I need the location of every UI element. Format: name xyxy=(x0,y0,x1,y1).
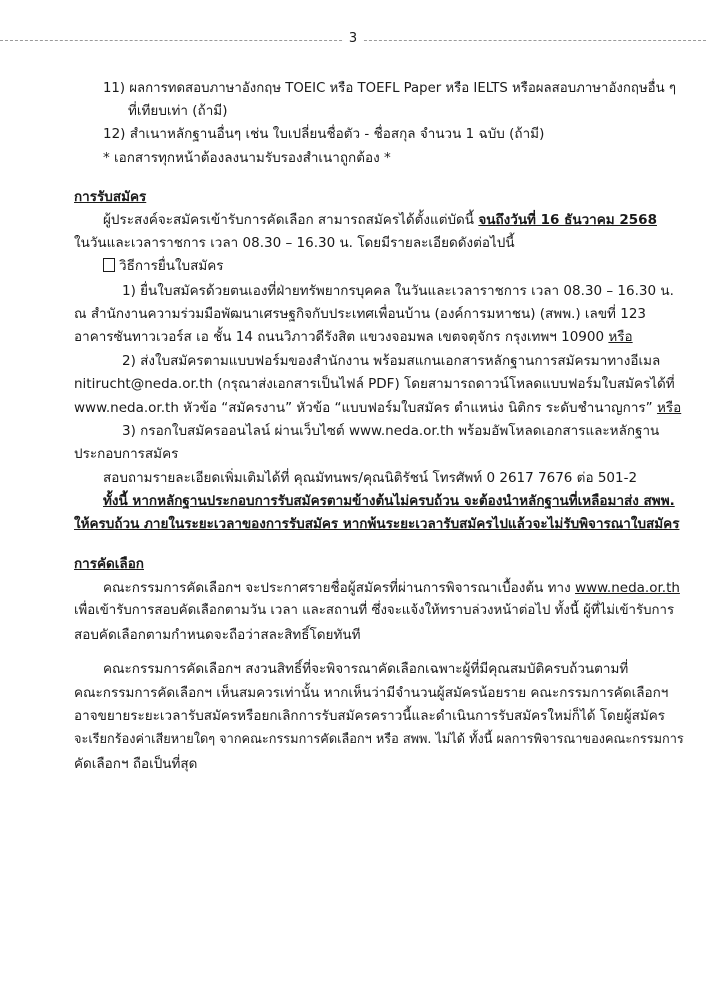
method-2-or: หรือ xyxy=(656,400,682,416)
neda-website-link[interactable]: www.neda.or.th xyxy=(575,580,680,596)
method-1-line-2: ณ สำนักงานความร่วมมือพัฒนาเศรษฐกิจกับประเทศเพื่อนบ้าน (องค์การมหาชน) (สพพ.) เลขที่ 123 xyxy=(74,306,647,322)
method-1-or: หรือ xyxy=(608,329,633,345)
selection-p2-line-4: จะเรียกร้องค่าเสียหายใดๆ จากคณะกรรมการคัดเลือกฯ หรือ สพพ. ไม่ได้ ทั้งนี้ ผลการพิจารณาของคณะกรรมการ xyxy=(74,732,684,747)
page-number: 3 xyxy=(343,31,363,46)
item-11-line-1: 11) ผลการทดสอบภาษาอังกฤษ TOEIC หรือ TOEFL Paper หรือ IELTS หรือผลสอบภาษาอังกฤษอื่น ๆ xyxy=(103,81,677,96)
selection-p2-line-1: คณะกรรมการคัดเลือกฯ สงวนสิทธิ์ที่จะพิจารณาคัดเลือกเฉพาะผู้ที่มีคุณสมบัติครบถ้วนตามที่ xyxy=(103,661,629,677)
method-3-line-1: 3) กรอกใบสมัครออนไลน์ ผ่านเว็บไซต์ www.neda.or.th พร้อมอัพโหลดเอกสารและหลักฐาน xyxy=(122,423,660,439)
selection-p1-text: คณะกรรมการคัดเลือกฯ จะประกาศรายชื่อผู้สมัครที่ผ่านการพิจารณาเบื้องต้น ทาง xyxy=(103,580,576,596)
warning-line-1: ทั้งนี้ หากหลักฐานประกอบการรับสมัครตามข้างต้นไม่ครบถ้วน จะต้องนำหลักฐานที่เหลือมาส่ง สพพ. xyxy=(103,493,675,509)
application-intro-text: ผู้ประสงค์จะสมัครเข้ารับการคัดเลือก สามารถสมัครได้ตั้งแต่บัดนี้ xyxy=(103,212,479,228)
application-intro-line-2: ในวันและเวลาราชการ เวลา 08.30 – 16.30 น. โดยมีรายละเอียดดังต่อไปนี้ xyxy=(74,235,515,251)
application-heading: การรับสมัคร xyxy=(74,189,147,205)
deadline-date: จนถึงวันที่ 16 ธันวาคม 2568 xyxy=(478,212,657,228)
method-1-line-1: 1) ยื่นใบสมัครด้วยตนเองที่ฝ่ายทรัพยากรบุคคล ในวันและเวลาราชการ เวลา 08.30 – 16.30 น. xyxy=(122,283,674,299)
method-2-form-info: www.neda.or.th หัวข้อ “สมัครงาน” หัวข้อ “แบบฟอร์มใบสมัคร ตำแหน่ง นิติกร ระดับชำนาญการ” xyxy=(74,400,657,416)
method-1-address: อาคารซันทาวเวอร์ส เอ ชั้น 14 ถนนวิภาวดีรังสิต แขวงจอมพล เขตจตุจักร กรุงเทพฯ 10900 xyxy=(74,329,609,345)
selection-p1-line-1 xyxy=(103,579,680,597)
methods-title-row xyxy=(103,257,224,275)
method-1-line-3 xyxy=(74,328,633,346)
item-12: 12) สำเนาหลักฐานอื่นๆ เช่น ใบเปลี่ยนชื่อตัว - ชื่อสกุล จำนวน 1 ฉบับ (ถ้ามี) xyxy=(103,126,545,142)
warning-line-2: ให้ครบถ้วน ภายในระยะเวลาของการรับสมัคร หากพ้นระยะเวลารับสมัครไปแล้วจะไม่รับพิจารณาใบสมัคร xyxy=(74,516,680,532)
certify-note: * เอกสารทุกหน้าต้องลงนามรับรองสำเนาถูกต้อง * xyxy=(103,150,391,166)
selection-p2-line-2: คณะกรรมการคัดเลือกฯ เห็นสมควรเท่านั้น หากเห็นว่ามีจำนวนผู้สมัครน้อยราย คณะกรรมการคัดเลือกฯ xyxy=(74,685,669,701)
method-3-line-2: ประกอบการสมัคร xyxy=(74,446,179,462)
selection-heading: การคัดเลือก xyxy=(74,556,144,572)
methods-title: วิธีการยื่นใบสมัคร xyxy=(119,258,224,274)
application-intro-line-1 xyxy=(103,211,657,229)
method-2-line-2: nitirucht@neda.or.th (กรุณาส่งเอกสารเป็นไฟล์ PDF) โดยสามารถดาวน์โหลดแบบฟอร์มใบสมัครได้ที่ xyxy=(74,376,675,392)
selection-p2-line-3: อาจขยายระยะเวลารับสมัครหรือยกเลิกการรับสมัครคราวนี้และดำเนินการรับสมัครใหม่ก็ได้ โดยผู้สมัคร xyxy=(74,708,666,724)
selection-p2-line-5: คัดเลือกฯ ถือเป็นที่สุด xyxy=(74,756,198,772)
method-2-line-1: 2) ส่งใบสมัครตามแบบฟอร์มของสำนักงาน พร้อมสแกนเอกสารหลักฐานการสมัครมาทางอีเมล xyxy=(122,353,661,369)
method-2-line-3 xyxy=(74,399,681,417)
selection-p1-line-2: เพื่อเข้ารับการสอบคัดเลือกตามวัน เวลา และสถานที่ ซึ่งจะแจ้งให้ทราบล่วงหน้าต่อไป ทั้งนี้ ผู้ที่ไม่เข้ารับการ xyxy=(74,603,675,618)
selection-p1-line-3: สอบคัดเลือกตามกำหนดจะถือว่าสละสิทธิ์โดยทันที xyxy=(74,627,361,643)
item-11-line-2: ที่เทียบเท่า (ถ้ามี) xyxy=(128,103,228,119)
contact-info: สอบถามรายละเอียดเพิ่มเติมได้ที่ คุณมัทนพร/คุณนิติรัชน์ โทรศัพท์ 0 2617 7676 ต่อ 501-2 xyxy=(103,470,638,486)
checkbox-icon xyxy=(103,258,115,272)
